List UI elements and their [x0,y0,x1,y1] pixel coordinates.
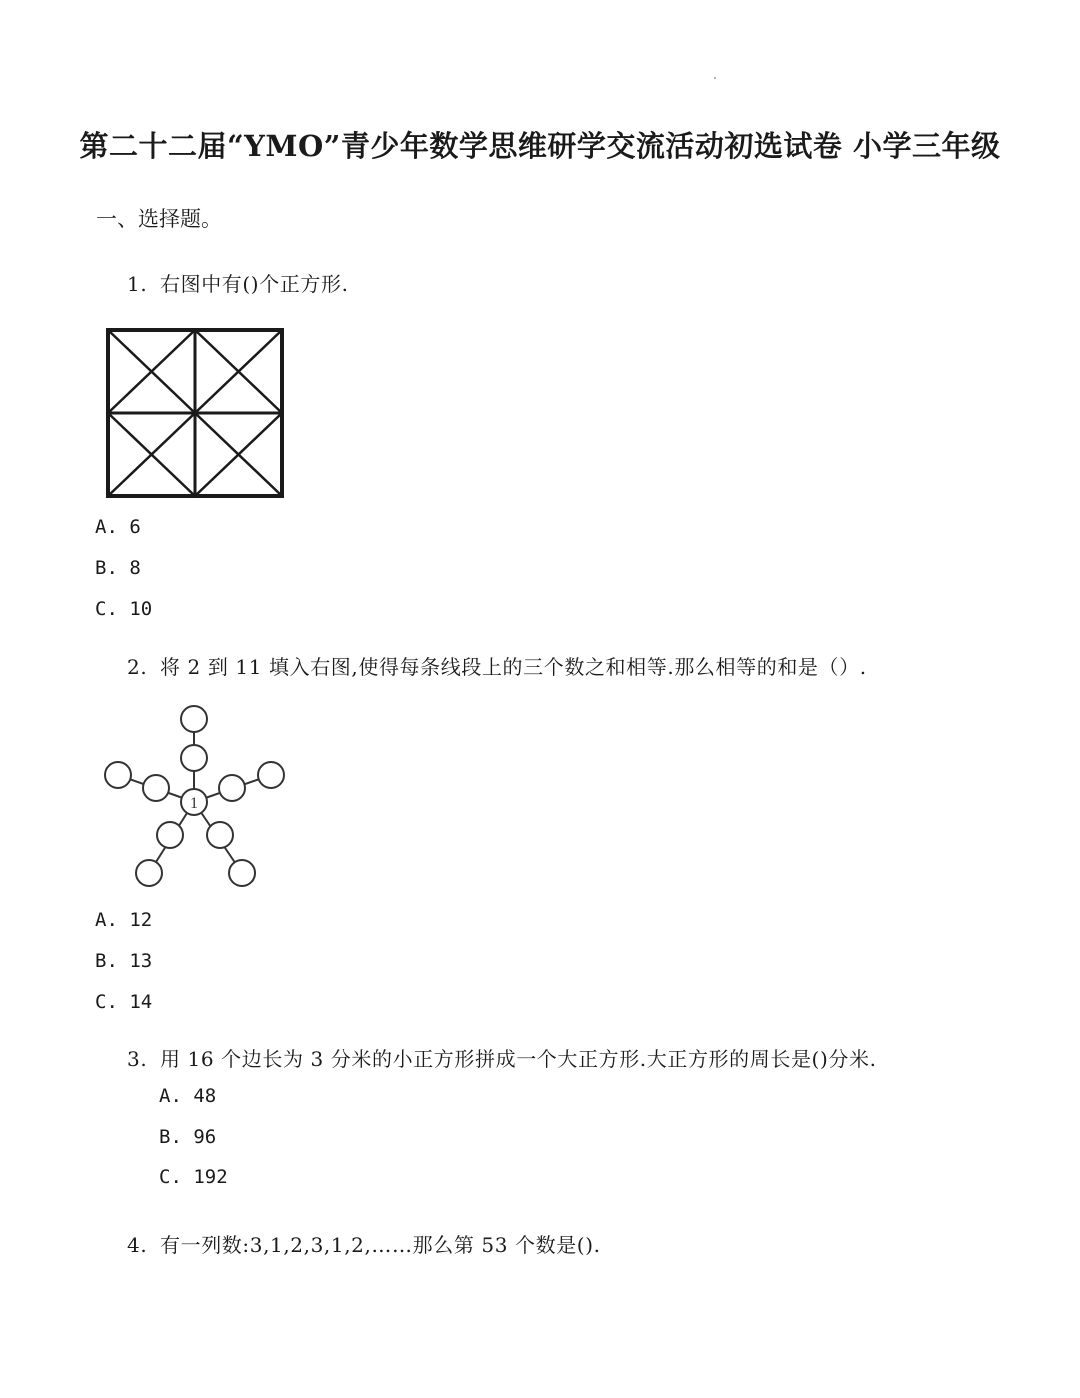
star-circle-figure-icon [96,700,296,895]
question-text: 将 2 到 11 填入右图,使得每条线段上的三个数之和相等.那么相等的和是（）. [160,655,867,679]
question-4 [127,1229,601,1258]
question-3 [127,1043,877,1072]
section-heading: 一、选择题。 [96,207,222,231]
option-b: B. 13 [95,950,153,972]
question-text: 有一列数:3,1,2,3,1,2,……那么第 53 个数是(). [160,1233,601,1257]
option-c: C. 192 [159,1166,228,1188]
question-number: 3. [127,1047,148,1071]
question-number: 2. [127,655,148,679]
question-text: 用 16 个边长为 3 分米的小正方形拼成一个大正方形.大正方形的周长是()分米. [160,1047,877,1071]
option-a: A. 48 [159,1085,217,1107]
option-a: A. 12 [95,909,153,931]
option-a: A. 6 [95,516,141,538]
option-b: B. 8 [95,557,141,579]
option-c: C. 10 [95,598,153,620]
page-title: 第二十二届“YMO”青少年数学思维研学交流活动初选试卷 小学三年级 [79,129,1001,163]
option-b: B. 96 [159,1126,217,1148]
question-number: 1. [127,272,148,296]
center-circle-label: 1 [190,795,198,812]
scan-speck [714,77,716,79]
question-number: 4. [127,1233,148,1257]
option-c: C. 14 [95,991,153,1013]
question-text: 右图中有()个正方形. [160,272,349,296]
question-2 [127,651,867,680]
question-1 [127,268,349,297]
square-grid-figure-icon [104,326,286,500]
